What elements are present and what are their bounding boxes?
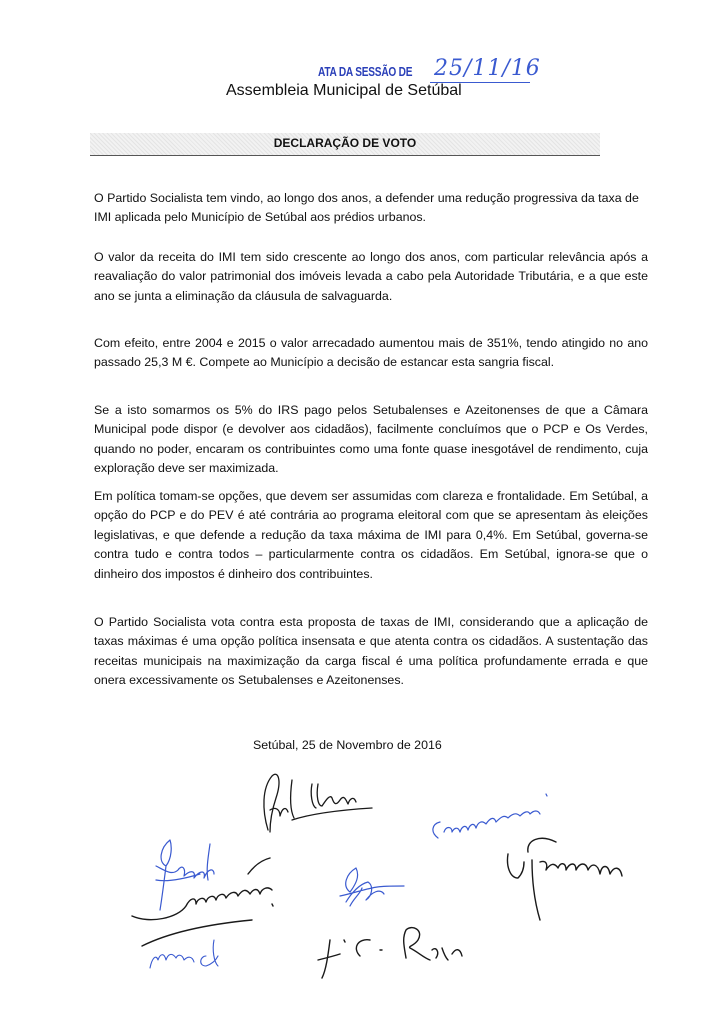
declaration-title: DECLARAÇÃO DE VOTO [273, 136, 417, 150]
place-and-date: Setúbal, 25 de Novembro de 2016 [253, 738, 442, 752]
signatures-block [0, 770, 724, 980]
paragraph-6: O Partido Socialista vota contra esta proposta de taxas de IMI, considerando que a aplicação de taxas máximas é uma opção política insensata e que atenta contra os cidadãos. A sustentação das receitas municipais na maximização da carga fiscal é uma política profundamente errada e que onera excessivamente os Setubalenses e Azeitonenses. [94, 615, 648, 688]
signature-6 [340, 868, 404, 906]
paragraph-1: O Partido Socialista tem vindo, ao longo dos anos, a defender uma redução progressiva da taxa de IMI aplicada pelo Município de Setúbal aos prédios urbanos. [94, 191, 639, 225]
session-stamp-label: ATA DA SESSÃO DE [318, 64, 413, 79]
signature-7 [150, 940, 218, 968]
signature-2 [433, 794, 547, 838]
declaration-title-bar [90, 133, 600, 156]
signature-3 [507, 838, 622, 920]
signature-1 [264, 774, 372, 832]
assembly-title: Assembleia Municipal de Setúbal [226, 82, 462, 99]
paragraph-2: O valor da receita do IMI tem sido crescente ao longo dos anos, com particular relevância após a reavaliação do valor patrimonial dos imóveis levada a cabo pela Autoridade Tributária, e a que este ano se junta a eliminação da cláusula de salvaguarda. [94, 250, 648, 303]
signature-5 [132, 858, 273, 946]
session-stamp-handwritten-date: 25/11/16 [434, 56, 541, 81]
paragraph-4: Se a isto somarmos os 5% do IRS pago pelos Setubalenses e Azeitonenses de que a Câmara Municipal pode dispor (e devolver aos cidadãos), facilmente concluímos que o PCP e Os Verdes, quando no poder, encaram os contribuintes como uma fonte quase inesgotável de rendimento, cuja exploração deve ser maximizada. [94, 403, 648, 476]
signature-8 [318, 928, 462, 978]
paragraph-5: Em política tomam-se opções, que devem ser assumidas com clareza e frontalidade. Em Setúbal, a opção do PCP e do PEV é até contrária ao programa eleitoral com que se apresentam às eleições legislativas, e que defende a redução da taxa máxima de IMI para 0,4%. Em Setúbal, governa-se contra tudo e contra todos – particularmente contra os cidadãos. Em Setúbal, ignora-se que o dinheiro dos impostos é dinheiro dos contribuintes. [94, 489, 648, 581]
paragraph-3: Com efeito, entre 2004 e 2015 o valor arrecadado aumentou mais de 351%, tendo atingido no ano passado 25,3 M €. Compete ao Município a decisão de estancar esta sangria fiscal. [94, 336, 648, 370]
